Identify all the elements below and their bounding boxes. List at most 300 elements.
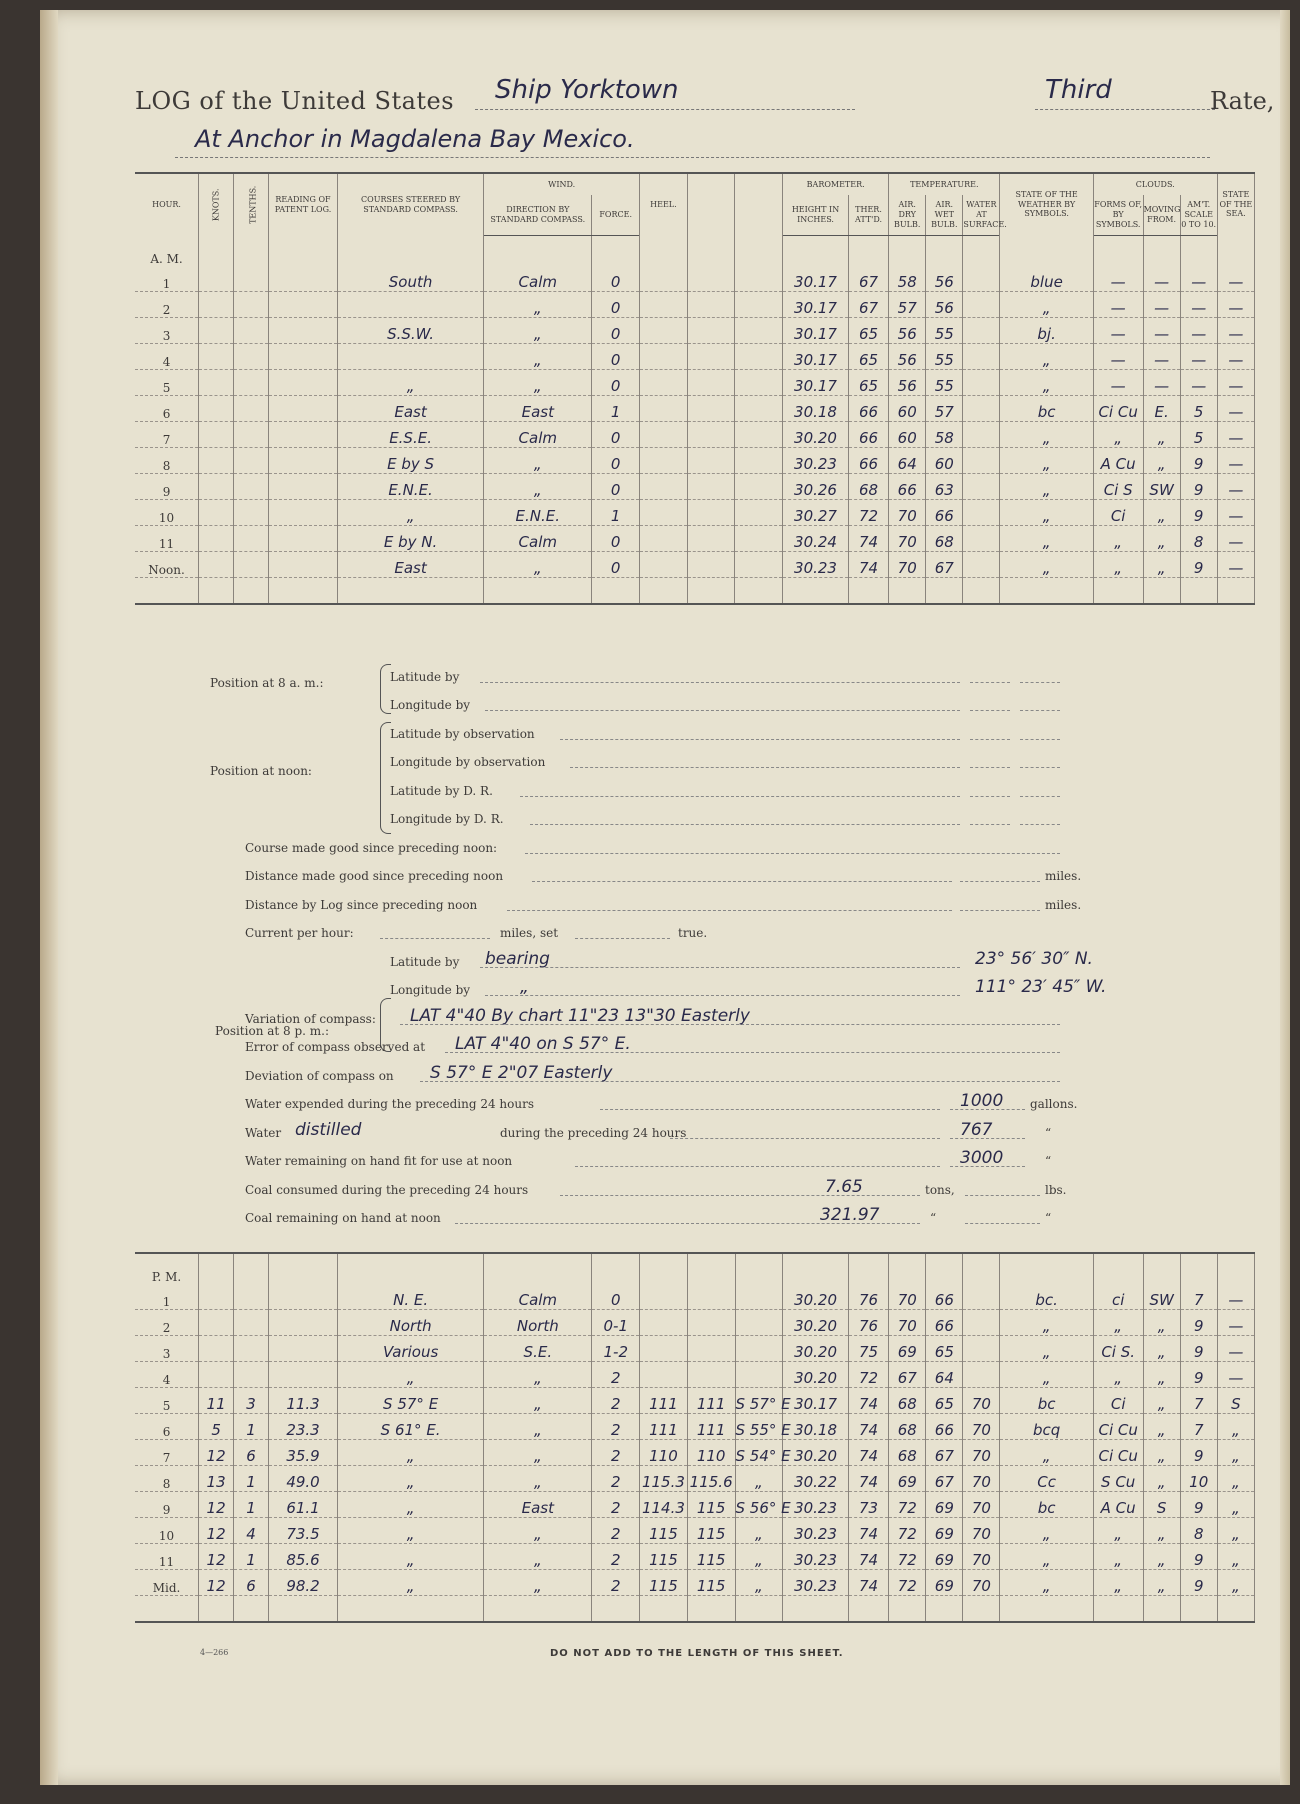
weather-cell: „	[1000, 369, 1093, 395]
sea-cell: —	[1217, 473, 1254, 499]
cloud-moving-cell: „	[1143, 1310, 1180, 1336]
wind-force-cell: 2	[592, 1440, 640, 1466]
water-remaining-line	[230, 1145, 1230, 1174]
cloud-moving-cell: SW	[1143, 1284, 1180, 1310]
sea-cell: —	[1217, 499, 1254, 525]
knots-cell: 12	[199, 1518, 234, 1544]
table-row	[135, 1544, 1255, 1570]
heel-cell: 111	[640, 1414, 688, 1440]
heel-cell	[640, 447, 688, 473]
pos-noon-long-dr	[230, 803, 1230, 832]
wet-bulb-cell: 66	[926, 499, 963, 525]
coal-remaining-line	[230, 1202, 1230, 1231]
dry-bulb-cell: 70	[889, 551, 926, 577]
deviation-line	[230, 1059, 1230, 1088]
ther-attd-cell: 74	[848, 551, 888, 577]
weather-cell: „	[1000, 1310, 1093, 1336]
table-row	[135, 551, 1255, 577]
weather-cell: „	[1000, 473, 1093, 499]
wet-bulb-cell: 56	[926, 291, 963, 317]
ther-attd-cell: 66	[848, 395, 888, 421]
water-temp-cell	[963, 317, 1000, 343]
water-rem-value: 3000	[960, 1148, 1004, 1168]
sea-cell: S	[1217, 1388, 1254, 1414]
wet-bulb-cell: 67	[926, 1440, 963, 1466]
tenths-cell	[234, 525, 269, 551]
blank-cell	[687, 1596, 735, 1623]
wind-direction-cell: „	[484, 369, 592, 395]
col-air-dry: AIR. DRY BULB.	[889, 195, 926, 235]
location-line: At Anchor in Magdalena Bay Mexico.	[175, 125, 1210, 158]
barometer-cell: 30.22	[783, 1466, 849, 1492]
patent-log-cell	[269, 1310, 338, 1336]
heel-cell: 115.6	[687, 1466, 735, 1492]
barometer-cell: 30.20	[783, 1362, 849, 1388]
current-label: Current per hour:	[245, 926, 354, 940]
cloud-moving-cell: „	[1143, 551, 1180, 577]
heel-cell: 115	[687, 1518, 735, 1544]
variation-value: LAT 4"40 By chart 11"23 13"30 Easterly	[410, 1005, 750, 1026]
patent-log-cell	[269, 369, 338, 395]
table-row	[135, 291, 1255, 317]
table-row	[135, 343, 1255, 369]
cloud-amount-cell: 9	[1180, 1544, 1217, 1570]
patent-log-cell: 11.3	[269, 1388, 338, 1414]
knots-cell	[199, 291, 234, 317]
col-weather: STATE OF THE WEATHER BY SYMBOLS.	[1000, 173, 1093, 235]
weather-cell: bc	[1000, 1492, 1093, 1518]
water-temp-cell	[963, 551, 1000, 577]
wind-direction-cell: „	[484, 1414, 592, 1440]
table-row	[135, 369, 1255, 395]
pm-label: P. M.	[135, 1253, 199, 1284]
dry-bulb-cell: 68	[889, 1440, 926, 1466]
ther-attd-cell: 65	[848, 317, 888, 343]
wet-bulb-cell: 66	[926, 1284, 963, 1310]
sea-cell: —	[1217, 421, 1254, 447]
water-distilled-line	[230, 1116, 1230, 1145]
knots-cell	[199, 1362, 234, 1388]
course-cell: „	[337, 1362, 483, 1388]
sea-cell: —	[1217, 551, 1254, 577]
hour-cell: 11	[135, 1544, 199, 1570]
blank-cell	[687, 421, 735, 447]
barometer-cell: 30.18	[783, 395, 849, 421]
sea-cell: —	[1217, 447, 1254, 473]
water-dist-value: 767	[960, 1119, 993, 1140]
wind-force-cell: 0	[592, 343, 640, 369]
course-cell: East	[337, 551, 483, 577]
lat-obs-label: Latitude by observation	[390, 726, 535, 741]
cloud-forms-cell: „	[1093, 421, 1143, 447]
cloud-moving-cell: —	[1143, 317, 1180, 343]
wind-force-cell: 2	[592, 1362, 640, 1388]
heel-cell: 115	[640, 1518, 688, 1544]
wind-force-cell: 1	[592, 395, 640, 421]
course-cell: „	[337, 1466, 483, 1492]
blank-cell	[687, 317, 735, 343]
pm-log-table	[135, 1252, 1255, 1623]
weather-cell: „	[1000, 291, 1093, 317]
heel-cell	[640, 1310, 688, 1336]
ther-attd-cell: 74	[848, 1414, 888, 1440]
cloud-forms-cell: „	[1093, 1362, 1143, 1388]
weather-cell: „	[1000, 447, 1093, 473]
tenths-cell	[234, 266, 269, 292]
blank-cell	[926, 1596, 963, 1623]
blank-cell	[687, 577, 735, 604]
blank-cell	[848, 577, 888, 604]
hour-cell: 2	[135, 1310, 199, 1336]
course-cell: N. E.	[337, 1284, 483, 1310]
water-temp-cell: 70	[963, 1544, 1000, 1570]
cloud-moving-cell: „	[1143, 1466, 1180, 1492]
cloud-amount-cell: 9	[1180, 473, 1217, 499]
dry-bulb-cell: 72	[889, 1544, 926, 1570]
wet-bulb-cell: 66	[926, 1310, 963, 1336]
form-id: 4—266	[200, 1648, 229, 1657]
cloud-amount-cell: 9	[1180, 499, 1217, 525]
cloud-amount-cell: 8	[1180, 525, 1217, 551]
knots-cell	[199, 317, 234, 343]
course-cell: East	[337, 395, 483, 421]
sea-cell: —	[1217, 291, 1254, 317]
cloud-amount-cell: —	[1180, 291, 1217, 317]
heel-cell: S 57° E	[735, 1388, 783, 1414]
cloud-amount-cell: —	[1180, 317, 1217, 343]
blank-cell	[735, 369, 783, 395]
tenths-cell	[234, 1284, 269, 1310]
patent-log-cell: 23.3	[269, 1414, 338, 1440]
cloud-moving-cell: —	[1143, 266, 1180, 292]
sea-cell: „	[1217, 1492, 1254, 1518]
blank-cell	[1217, 577, 1254, 604]
wet-bulb-cell: 58	[926, 421, 963, 447]
water-temp-cell: 70	[963, 1388, 1000, 1414]
coal-consumed-line	[230, 1173, 1230, 1202]
col-patent-log: READING OF PATENT LOG.	[269, 173, 338, 235]
cloud-amount-cell: 7	[1180, 1388, 1217, 1414]
tenths-cell	[234, 473, 269, 499]
tenths-cell	[234, 447, 269, 473]
blank-cell	[735, 395, 783, 421]
blank-cell	[735, 525, 783, 551]
table-row	[135, 1518, 1255, 1544]
cloud-moving-cell: „	[1143, 1414, 1180, 1440]
sea-cell: „	[1217, 1440, 1254, 1466]
ther-attd-cell: 74	[848, 1544, 888, 1570]
dry-bulb-cell: 56	[889, 343, 926, 369]
dry-bulb-cell: 69	[889, 1336, 926, 1362]
wet-bulb-cell: 65	[926, 1336, 963, 1362]
heel-cell	[687, 1336, 735, 1362]
patent-log-cell: 49.0	[269, 1466, 338, 1492]
barometer-cell: 30.23	[783, 1544, 849, 1570]
water-temp-cell: 70	[963, 1518, 1000, 1544]
dry-bulb-cell: 72	[889, 1492, 926, 1518]
table-row	[135, 1570, 1255, 1596]
heel-cell: „	[735, 1518, 783, 1544]
wet-bulb-cell: 69	[926, 1492, 963, 1518]
course-cell	[337, 343, 483, 369]
wind-force-cell: 2	[592, 1414, 640, 1440]
sea-cell: —	[1217, 1310, 1254, 1336]
course-cell: „	[337, 1518, 483, 1544]
wet-bulb-cell: 57	[926, 395, 963, 421]
wet-bulb-cell: 65	[926, 1388, 963, 1414]
wind-force-cell: 0	[592, 551, 640, 577]
blank-cell	[735, 1596, 783, 1623]
sea-cell: „	[1217, 1544, 1254, 1570]
col-wind-direction: DIRECTION BY STANDARD COMPASS.	[484, 195, 592, 235]
col-hour: HOUR.	[135, 173, 199, 235]
wet-bulb-cell: 66	[926, 1414, 963, 1440]
hour-cell: 1	[135, 266, 199, 292]
water-dist-prefix: Water	[245, 1125, 282, 1140]
cloud-amount-cell: 8	[1180, 1518, 1217, 1544]
knots-cell	[199, 499, 234, 525]
distance-log-label: Distance by Log since preceding noon	[245, 897, 478, 912]
table-row	[135, 1310, 1255, 1336]
barometer-cell: 30.23	[783, 551, 849, 577]
current-per-hour	[230, 917, 1230, 946]
barometer-cell: 30.20	[783, 421, 849, 447]
blank-cell	[889, 1596, 926, 1623]
heel-cell: 111	[687, 1388, 735, 1414]
sea-cell: —	[1217, 317, 1254, 343]
blank-cell	[135, 577, 199, 604]
blank-cell	[687, 369, 735, 395]
cloud-moving-cell: E.	[1143, 395, 1180, 421]
water-rem-label: Water remaining on hand fit for use at noon	[245, 1154, 513, 1168]
heel-cell	[640, 499, 688, 525]
blank-cell	[735, 447, 783, 473]
wind-force-cell: 0-1	[592, 1310, 640, 1336]
current-mid-label: miles, set	[500, 926, 559, 940]
dry-bulb-cell: 68	[889, 1388, 926, 1414]
wet-bulb-cell: 67	[926, 1466, 963, 1492]
ther-attd-cell: 65	[848, 343, 888, 369]
blank-cell	[199, 577, 234, 604]
table-row	[135, 1336, 1255, 1362]
blank-cell	[1143, 577, 1180, 604]
cloud-amount-cell: 9	[1180, 1570, 1217, 1596]
course-cell	[337, 291, 483, 317]
blank-cell	[640, 1596, 688, 1623]
cloud-forms-cell: A Cu	[1093, 447, 1143, 473]
pos-noon-label: Position at noon:	[210, 764, 312, 778]
blank-cell	[337, 577, 483, 604]
blank-cell	[1180, 1596, 1217, 1623]
dry-bulb-cell: 70	[889, 1284, 926, 1310]
wind-direction-cell: S.E.	[484, 1336, 592, 1362]
table-row	[135, 1362, 1255, 1388]
blank-cell	[592, 577, 640, 604]
cloud-amount-cell: 9	[1180, 1492, 1217, 1518]
hour-cell: 11	[135, 525, 199, 551]
gallons-unit: gallons.	[1030, 1097, 1078, 1111]
col-sea: STATE OF THE SEA.	[1217, 173, 1254, 235]
cloud-amount-cell: 9	[1180, 447, 1217, 473]
heel-cell: „	[735, 1570, 783, 1596]
distance-made-good	[230, 860, 1230, 889]
cloud-moving-cell: —	[1143, 343, 1180, 369]
barometer-cell: 30.23	[783, 1570, 849, 1596]
barometer-cell: 30.17	[783, 291, 849, 317]
wind-force-cell: 0	[592, 266, 640, 292]
hour-cell: 9	[135, 473, 199, 499]
sea-cell: —	[1217, 525, 1254, 551]
barometer-cell: 30.20	[783, 1336, 849, 1362]
pos-noon-lat-obs	[230, 717, 1230, 746]
coal-rem-value: 321.97	[820, 1205, 880, 1225]
knots-cell: 13	[199, 1466, 234, 1492]
wet-bulb-cell: 67	[926, 551, 963, 577]
col-tenths: TENTHS.	[234, 173, 269, 235]
water-temp-cell: 70	[963, 1492, 1000, 1518]
hour-cell: 5	[135, 1388, 199, 1414]
heel-cell	[640, 317, 688, 343]
pos-8pm-lat	[230, 945, 1230, 974]
tenths-cell: 1	[234, 1414, 269, 1440]
course-cell: „	[337, 1544, 483, 1570]
blank-cell	[269, 1596, 338, 1623]
pos-8am-long-label: Longitude by	[390, 698, 471, 712]
blank-cell	[735, 421, 783, 447]
heel-cell: „	[735, 1544, 783, 1570]
wind-force-cell: 1	[592, 499, 640, 525]
wind-direction-cell: „	[484, 1440, 592, 1466]
water-dist-method: distilled	[295, 1119, 362, 1140]
pm-lat-value: 23° 56′ 30″ N.	[975, 948, 1093, 969]
table-row-blank	[135, 1596, 1255, 1623]
heel-cell	[687, 1362, 735, 1388]
blank-cell	[687, 291, 735, 317]
wind-force-cell: 0	[592, 369, 640, 395]
page-right-edge	[1280, 10, 1290, 1785]
heel-cell: 114.3	[640, 1492, 688, 1518]
barometer-cell: 30.23	[783, 447, 849, 473]
tenths-cell	[234, 551, 269, 577]
barometer-cell: 30.27	[783, 499, 849, 525]
course-cell: „	[337, 1440, 483, 1466]
cloud-amount-cell: 5	[1180, 421, 1217, 447]
pos-8am-lat	[230, 660, 1230, 689]
wind-force-cell: 1-2	[592, 1336, 640, 1362]
page-binding-edge	[40, 10, 58, 1785]
cloud-moving-cell: „	[1143, 525, 1180, 551]
heel-cell	[640, 395, 688, 421]
ther-attd-cell: 67	[848, 291, 888, 317]
water-temp-cell	[963, 1284, 1000, 1310]
course-cell: S.S.W.	[337, 317, 483, 343]
wind-direction-cell: „	[484, 551, 592, 577]
weather-cell: Cc	[1000, 1466, 1093, 1492]
knots-cell	[199, 525, 234, 551]
weather-cell: „	[1000, 1544, 1093, 1570]
dry-bulb-cell: 69	[889, 1466, 926, 1492]
cloud-forms-cell: „	[1093, 551, 1143, 577]
hour-cell: 8	[135, 1466, 199, 1492]
course-cell: S 61° E.	[337, 1414, 483, 1440]
dry-bulb-cell: 68	[889, 1414, 926, 1440]
patent-log-cell	[269, 499, 338, 525]
patent-log-cell	[269, 1362, 338, 1388]
blank-cell	[963, 577, 1000, 604]
blank-cell	[687, 266, 735, 292]
dry-bulb-cell: 72	[889, 1518, 926, 1544]
variation-line	[230, 1002, 1230, 1031]
col-courses: COURSES STEERED BY STANDARD COMPASS.	[337, 173, 483, 235]
hour-cell: 3	[135, 317, 199, 343]
cloud-amount-cell: —	[1180, 266, 1217, 292]
lat-dr-label: Latitude by D. R.	[390, 783, 493, 798]
patent-log-cell	[269, 317, 338, 343]
knots-cell	[199, 421, 234, 447]
cloud-moving-cell: SW	[1143, 473, 1180, 499]
sea-cell: „	[1217, 1414, 1254, 1440]
water-temp-cell	[963, 499, 1000, 525]
col-baro-ther: THER. ATT'D.	[848, 195, 888, 235]
deviation-label: Deviation of compass on	[245, 1068, 394, 1083]
tenths-cell	[234, 1310, 269, 1336]
cloud-forms-cell: —	[1093, 343, 1143, 369]
weather-cell: bj.	[1000, 317, 1093, 343]
water-temp-cell: 70	[963, 1570, 1000, 1596]
wind-direction-cell: „	[484, 1466, 592, 1492]
ther-attd-cell: 72	[848, 499, 888, 525]
weather-cell: bc	[1000, 1388, 1093, 1414]
blank-cell	[199, 1596, 234, 1623]
knots-cell	[199, 395, 234, 421]
wind-force-cell: 2	[592, 1570, 640, 1596]
knots-cell: 12	[199, 1440, 234, 1466]
water-temp-cell	[963, 421, 1000, 447]
water-exp-label: Water expended during the preceding 24 hours	[245, 1097, 535, 1111]
miles-unit-1: miles.	[1045, 869, 1082, 883]
tenths-cell	[234, 291, 269, 317]
blank-cell	[135, 1596, 199, 1623]
dry-bulb-cell: 56	[889, 317, 926, 343]
wet-bulb-cell: 69	[926, 1570, 963, 1596]
weather-cell: „	[1000, 1440, 1093, 1466]
course-made-good	[230, 831, 1230, 860]
wet-bulb-cell: 69	[926, 1544, 963, 1570]
hour-cell: 6	[135, 395, 199, 421]
water-temp-cell	[963, 369, 1000, 395]
barometer-cell: 30.17	[783, 1388, 849, 1414]
heel-cell: 115	[640, 1570, 688, 1596]
blank-cell	[1093, 1596, 1143, 1623]
weather-cell: „	[1000, 343, 1093, 369]
log-title-prefix: LOG of the United States	[135, 87, 455, 115]
ther-attd-cell: 76	[848, 1310, 888, 1336]
blank-cell	[848, 1596, 888, 1623]
patent-log-cell	[269, 1284, 338, 1310]
table-row	[135, 447, 1255, 473]
hour-cell: 4	[135, 343, 199, 369]
wind-direction-cell: East	[484, 395, 592, 421]
cloud-moving-cell: „	[1143, 499, 1180, 525]
weather-cell: „	[1000, 421, 1093, 447]
heel-cell	[687, 1310, 735, 1336]
col-air-wet: AIR. WET BULB.	[926, 195, 963, 235]
pos-8am-lat-label: Latitude by	[390, 669, 460, 684]
blank-cell	[889, 577, 926, 604]
heel-cell	[640, 421, 688, 447]
col-water-temp: WATER AT SURFACE.	[963, 195, 1000, 235]
water-temp-cell	[963, 473, 1000, 499]
